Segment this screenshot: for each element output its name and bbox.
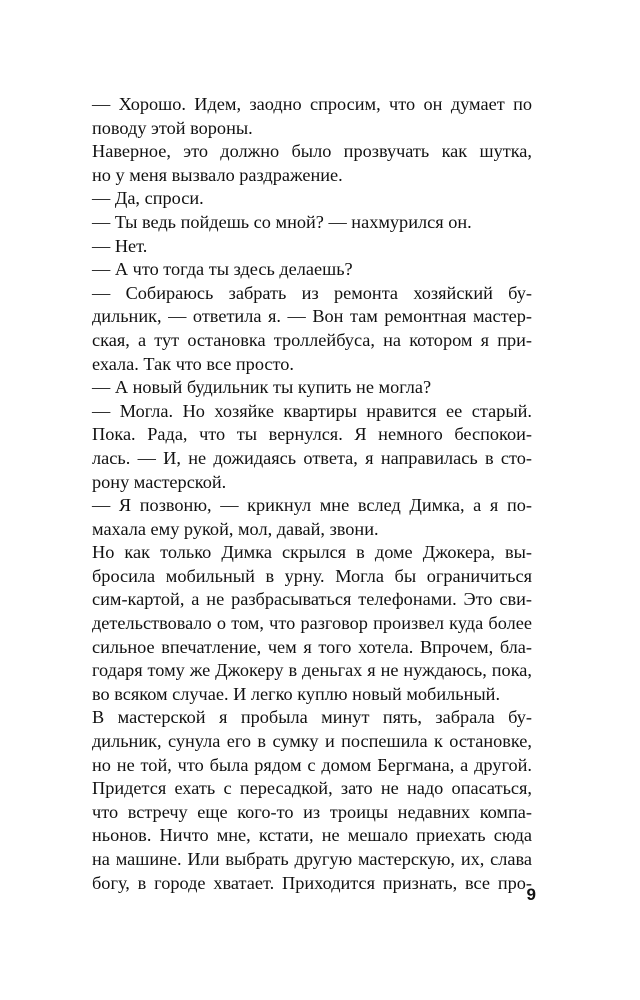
text-line: во всяком случае. И легко куплю новый мобильный. (92, 683, 501, 704)
text-line: годаря тому же Джокеру в деньгах я не нуждаюсь, пока, (92, 660, 532, 681)
text-line: Придется ехать с пересадкой, зато не надо опасаться, (92, 778, 532, 799)
text-line: детельствовало о том, что разговор произвел куда более (92, 613, 532, 634)
text-line: Пока. Рада, что ты вернулся. Я немного беспокои- (92, 424, 532, 445)
paragraph-first-line: — Нет. (92, 235, 148, 256)
text-line: лась. — И, не дожидаясь ответа, я направилась в сто- (92, 447, 532, 468)
paragraph-first-line: В мастерской я пробыла минут пять, забрала бу- (92, 707, 532, 728)
text-line: сильное впечатление, чем я того хотела. Впрочем, бла- (92, 636, 532, 657)
paragraph-first-line: — Собираюсь забрать из ремонта хозяйский бу- (92, 282, 532, 303)
text-line: что встречу еще кого-то из троицы недавних компа- (92, 801, 532, 822)
paragraph-first-line: — Могла. Но хозяйке квартиры нравится ее старый. (92, 400, 532, 421)
text-line: махала ему рукой, мол, давай, звони. (92, 518, 379, 539)
text-line: сим-картой, а не разбрасываться телефонами. Это сви- (92, 589, 532, 610)
text-line: богу, в городе хватает. Приходится признать, все про- (92, 872, 532, 893)
text-line: поводу этой вороны. (92, 117, 253, 138)
paragraph-first-line: Но как только Димка скрылся в доме Джокера, вы- (92, 542, 532, 563)
paragraph-first-line: — Хорошо. Идем, заодно спросим, что он думает по (92, 94, 532, 114)
text-line: на машине. Или выбрать другую мастерскую, их, слава (92, 849, 532, 869)
text-line: но у меня вызвало раздражение. (92, 164, 343, 185)
text-line: бросила мобильный в урну. Могла бы ограничиться (92, 565, 532, 586)
text-line: ньонов. Ничто мне, кстати, не мешало приехать сюда (92, 825, 532, 846)
paragraph-first-line: — А новый будильник ты купить не могла? (92, 377, 432, 398)
page-number: 9 (526, 885, 536, 904)
paragraph-first-line: — Ты ведь пойдешь со мной? — нахмурился он. (92, 211, 472, 232)
paragraph-first-line: — А что тогда ты здесь делаешь? (92, 259, 353, 280)
text-line: дильник, сунула его в сумку и поспешила к остановке, (92, 731, 532, 752)
text-line: рону мастерской. (92, 471, 227, 492)
text-line: дильник, — ответила я. — Вон там ремонтная мастер- (92, 306, 532, 327)
text-line: ская, а тут остановка троллейбуса, на котором я при- (92, 329, 532, 350)
paragraph-first-line: — Я позвоню, — крикнул мне вслед Димка, а я по- (92, 495, 532, 516)
text-line: но не той, что была рядом с домом Бергмана, а другой. (92, 754, 532, 775)
paragraph-first-line: — Да, спроси. (92, 188, 204, 209)
paragraph-first-line: Наверное, это должно было прозвучать как шутка, (92, 141, 532, 162)
body-text (92, 93, 532, 895)
text-line: ехала. Так что все просто. (92, 353, 294, 374)
